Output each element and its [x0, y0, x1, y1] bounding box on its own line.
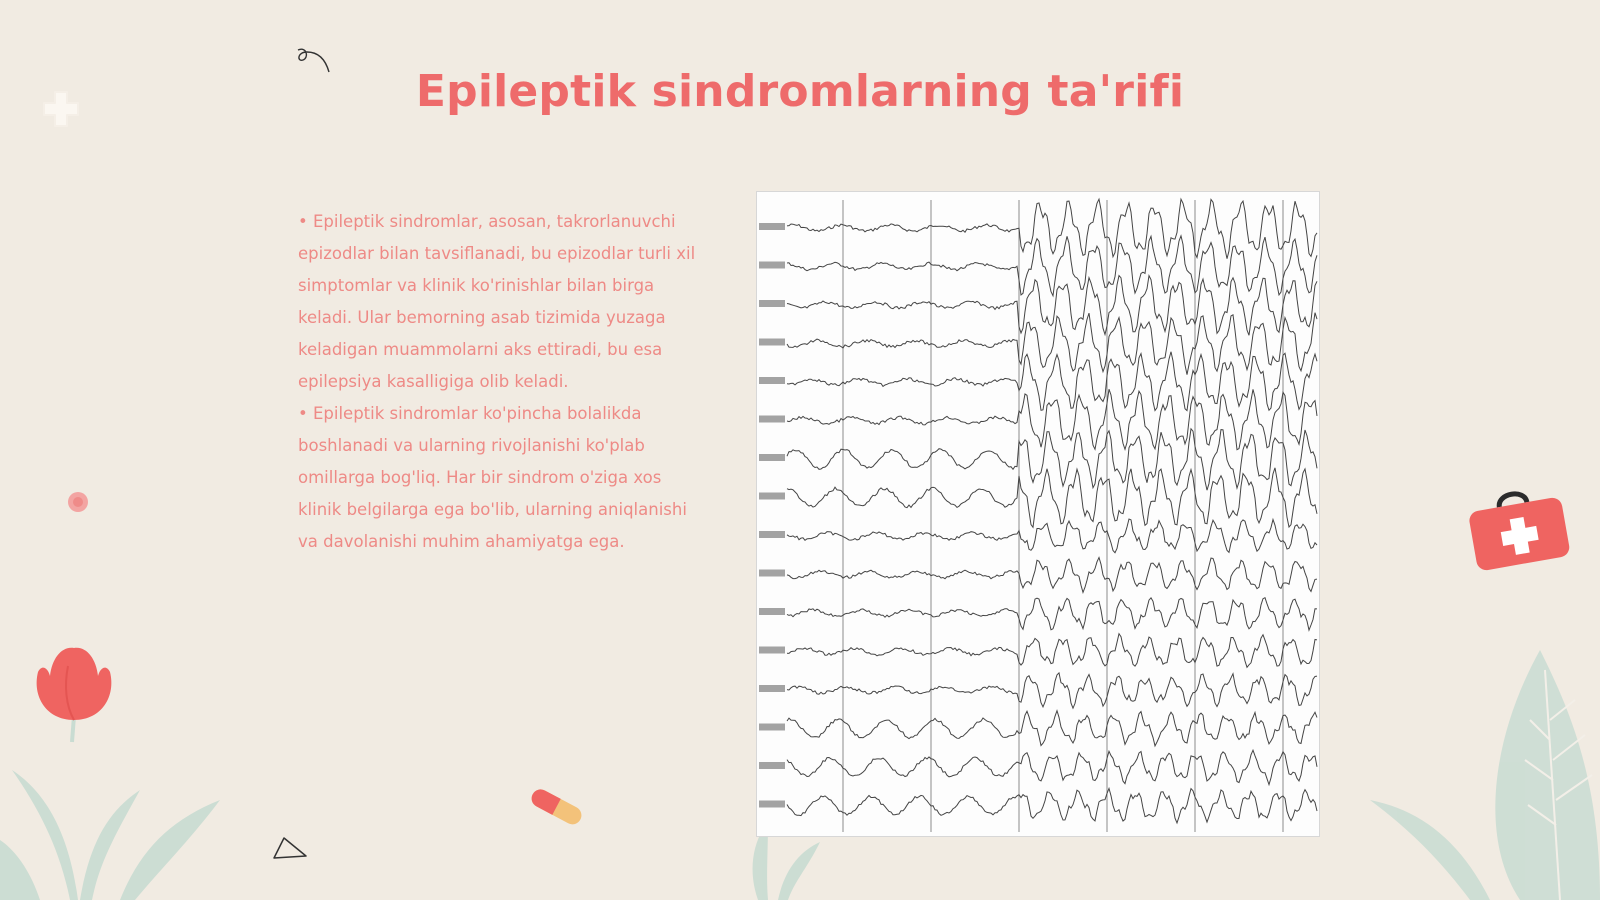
pill-icon [526, 786, 588, 826]
leaf-icon [1370, 640, 1600, 900]
slide-body [298, 206, 698, 558]
eeg-image [756, 191, 1320, 837]
bullet-paragraph: • Epileptik sindromlar, asosan, takrorlanuvchi epizodlar bilan tavsiflanadi, bu epizodlar turli xil simptomlar va klinik ko'rinishlar bilan birga keladi. Ular bemorning asab tizimida yuzaga keladigan muammolarni aks ettiradi, bu esa epilepsiya kasalligiga olib keladi. [298, 212, 696, 391]
first-aid-kit-icon [1466, 482, 1572, 574]
slide-title: Epileptik sindromlarning ta'rifi [415, 66, 1185, 117]
dot-icon [66, 490, 90, 514]
bullet-paragraph: • Epileptik sindromlar ko'pincha bolalikda boshlanadi va ularning rivojlanishi ko'plab omillarga bog'liq. Har bir sindrom o'ziga xos klinik belgilarga ega bo'lib, ularning aniqlanishi va davolanishi muhim ahamiyatga ega. [298, 404, 687, 551]
triangle-icon [270, 834, 310, 864]
flower-icon [26, 646, 122, 746]
